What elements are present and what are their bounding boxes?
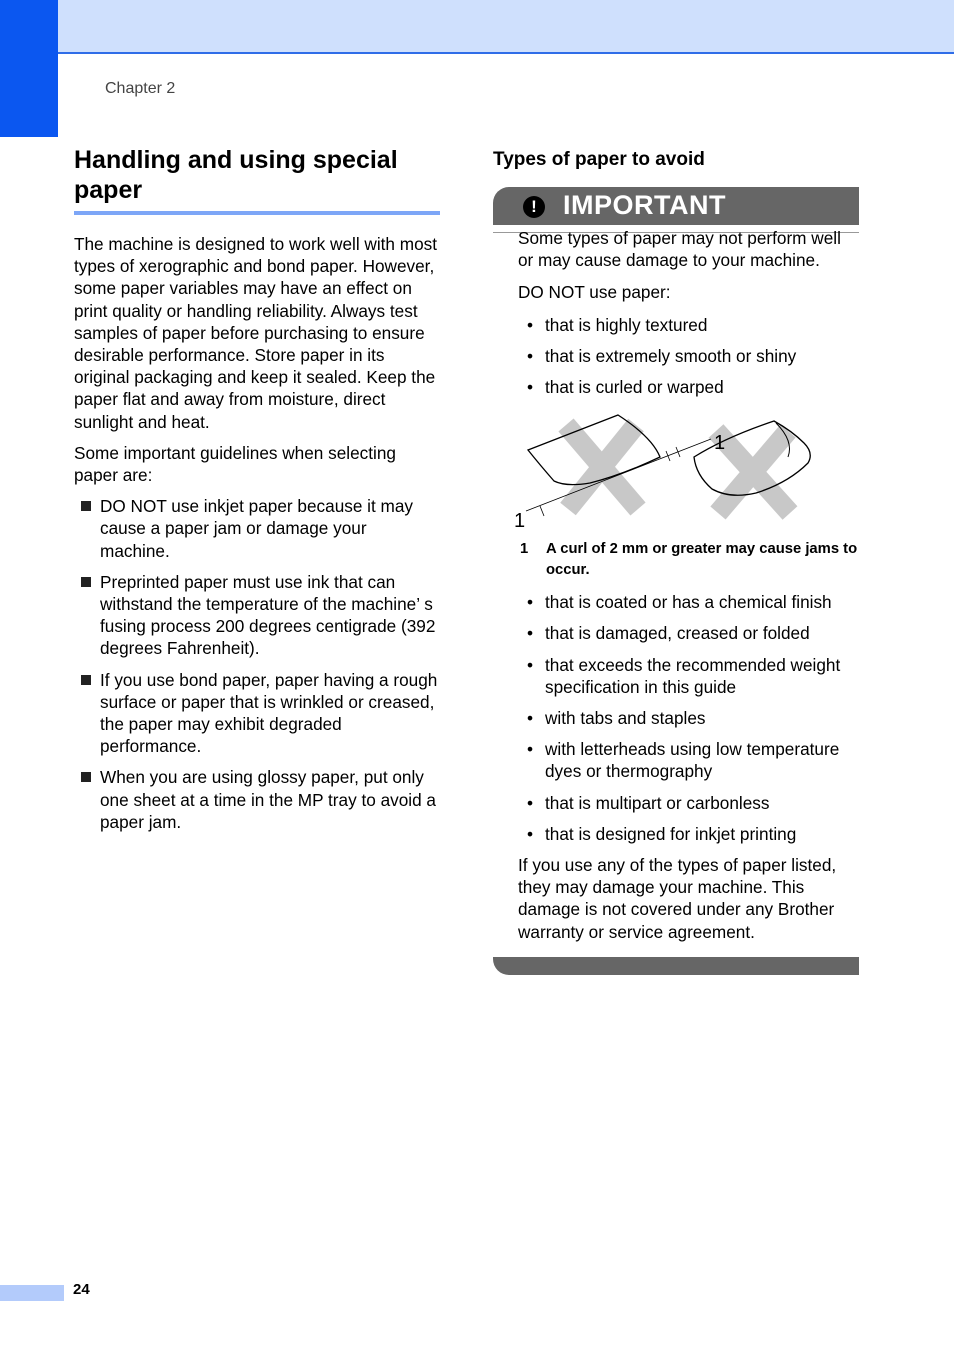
guidelines-intro: Some important guidelines when selecting paper are: [74,442,396,486]
list-item: • that is highly textured [527,314,708,335]
chapter-tab [0,0,58,137]
bullet-icon: • [527,314,534,335]
list-item: • that is damaged, creased or folded [527,623,810,644]
bullet-icon: • [527,654,534,675]
footer-band [0,1285,64,1301]
bullet-icon: • [527,377,534,398]
closing-paragraph: If you use any of the types of paper listed, they may damage your machine. This damage is not covered under any Brother warranty or service agreement. [518,855,837,942]
bullet-icon: • [527,708,534,729]
avoid-list-1 [518,314,860,399]
avoid-list-2 [518,591,860,845]
important-footer [493,957,859,975]
square-bullet-icon [81,772,91,782]
page-number: 24 [73,1281,90,1298]
bullet-icon: • [527,623,534,644]
list-item: • with tabs and staples [527,708,706,729]
square-bullet-icon [81,675,91,685]
list-item: • that is designed for inkjet printing [527,823,797,844]
important-body [514,227,860,953]
curled-paper-figure [514,413,826,533]
section-title: Handling and using special paper [74,145,440,215]
list-item: • that is coated or has a chemical finish [527,592,832,613]
caption-text: A curl of 2 mm or greater may cause jams to occur. [546,541,858,579]
important-intro: Some types of paper may not perform well or may cause damage to your machine. [518,228,841,271]
caption-number: 1 [520,541,529,558]
list-item: • with letterheads using low temperature dyes or thermography [527,739,840,782]
do-not-label: DO NOT use paper: [518,282,671,303]
curled-paper-illustration [514,413,826,533]
bullet-icon: • [527,345,534,366]
intro-paragraph: The machine is designed to work well with most types of xerographic and bond paper. However, some paper variables may have an effect on print quality or handling reliability. Always test samples of paper before purchasing to ensure desirable performance. Store paper in its original packaging and keep it sealed. Keep the paper flat and away from moisture, direct sunlight and heat. [74,234,438,432]
cross-mark-right-icon [716,431,790,513]
list-item: • that exceeds the recommended weight specification in this guide [527,654,841,697]
list-item: If you use bond paper, paper having a rough surface or paper that is wrinkled or creased, the paper may exhibit degraded performance. [74,669,440,758]
right-column [493,145,860,942]
exclamation-icon: ! [523,196,545,218]
square-bullet-icon [81,577,91,587]
guidelines-list [74,495,440,833]
figure-caption [518,539,860,581]
cross-mark-left-icon [566,425,638,509]
subsection-title: Types of paper to avoid [493,149,705,170]
list-item: • that is extremely smooth or shiny [527,345,797,366]
bullet-icon: • [527,592,534,613]
chapter-label: Chapter 2 [105,80,176,97]
list-item: Preprinted paper must use ink that can withstand the temperature of the machine’ s fusing process 200 degrees centigrade (392 degrees Fahrenheit). [74,571,440,660]
list-item: • that is multipart or carbonless [527,792,770,813]
header-band [0,0,954,54]
bullet-icon: • [527,739,534,760]
list-item: DO NOT use inkjet paper because it may cause a paper jam or damage your machine. [74,495,440,562]
bullet-icon: • [527,792,534,813]
list-item: • that is curled or warped [527,377,724,398]
square-bullet-icon [81,501,91,511]
callout-number-right: 1 [714,432,726,455]
important-label: IMPORTANT [563,190,726,220]
bullet-icon: • [527,823,534,844]
list-item: When you are using glossy paper, put only one sheet at a time in the MP tray to avoid a paper jam. [74,766,440,833]
important-header [493,187,859,225]
callout-number-left: 1 [514,510,526,533]
left-column [74,145,440,842]
